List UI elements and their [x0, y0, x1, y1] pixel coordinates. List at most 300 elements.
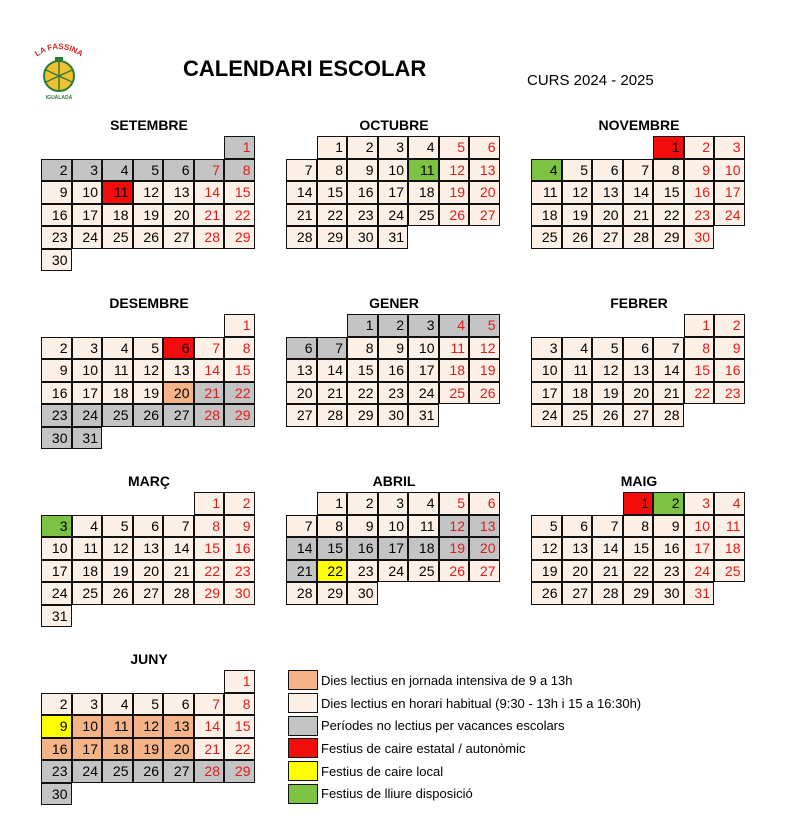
legend-swatch [288, 716, 318, 736]
day-cell: 19 [592, 382, 623, 405]
day-cell: 13 [469, 515, 500, 538]
day-cell: 24 [378, 560, 409, 583]
day-cell: 6 [163, 337, 194, 360]
day-cell: 7 [592, 515, 623, 538]
day-cell: 6 [163, 159, 194, 182]
day-cell: 8 [317, 159, 348, 182]
day-cell: 3 [714, 136, 745, 159]
day-cell: 30 [347, 582, 378, 605]
day-cell: 29 [653, 226, 684, 249]
legend-item [288, 692, 641, 715]
legend-swatch [288, 761, 318, 781]
day-cell: 13 [133, 537, 164, 560]
day-cell: 17 [72, 738, 103, 761]
day-cell: 3 [684, 492, 715, 515]
day-cell: 6 [623, 337, 654, 360]
day-cell: 1 [194, 492, 225, 515]
month-grid [531, 492, 747, 605]
day-cell: 19 [439, 537, 470, 560]
day-cell: 27 [623, 404, 654, 427]
day-cell: 20 [469, 537, 500, 560]
day-cell: 10 [684, 515, 715, 538]
day-cell: 29 [317, 226, 348, 249]
day-cell: 15 [194, 537, 225, 560]
day-cell: 5 [133, 693, 164, 716]
day-cell: 22 [684, 382, 715, 405]
legend-label: Festius de caire estatal / autonòmic [321, 740, 526, 756]
day-cell: 8 [623, 515, 654, 538]
day-cell: 23 [224, 560, 255, 583]
day-cell: 5 [592, 337, 623, 360]
day-cell: 24 [72, 404, 103, 427]
day-cell: 26 [592, 404, 623, 427]
day-cell: 10 [41, 537, 72, 560]
day-cell: 15 [224, 359, 255, 382]
day-cell: 19 [531, 560, 562, 583]
day-cell: 18 [102, 204, 133, 227]
day-cell: 12 [562, 181, 593, 204]
day-cell: 29 [224, 760, 255, 783]
day-cell: 8 [317, 515, 348, 538]
day-cell: 5 [531, 515, 562, 538]
month-name: ABRIL [372, 473, 416, 489]
day-cell: 1 [317, 492, 348, 515]
day-cell: 7 [194, 159, 225, 182]
day-cell: 24 [408, 382, 439, 405]
day-cell: 8 [224, 337, 255, 360]
day-cell: 13 [163, 715, 194, 738]
day-cell: 22 [317, 560, 348, 583]
day-cell: 1 [653, 136, 684, 159]
day-cell: 7 [286, 159, 317, 182]
day-cell: 11 [439, 337, 470, 360]
day-cell: 8 [653, 159, 684, 182]
day-cell: 4 [72, 515, 103, 538]
legend-swatch [288, 693, 318, 713]
day-cell: 29 [347, 404, 378, 427]
day-cell: 5 [439, 136, 470, 159]
day-cell: 20 [469, 181, 500, 204]
legend-swatch [288, 784, 318, 804]
day-cell: 14 [194, 359, 225, 382]
svg-text:LA FASSINA: LA FASSINA [33, 41, 85, 59]
day-cell: 4 [102, 693, 133, 716]
day-cell: 13 [623, 359, 654, 382]
day-cell: 21 [623, 204, 654, 227]
day-cell: 27 [286, 404, 317, 427]
day-cell: 14 [653, 359, 684, 382]
day-cell: 16 [347, 181, 378, 204]
day-cell: 21 [317, 382, 348, 405]
day-cell: 11 [714, 515, 745, 538]
day-cell: 2 [41, 159, 72, 182]
day-cell: 28 [623, 226, 654, 249]
month-grid [41, 314, 257, 449]
legend-swatch [288, 670, 318, 690]
day-cell: 14 [317, 359, 348, 382]
day-cell: 3 [72, 337, 103, 360]
day-cell: 7 [286, 515, 317, 538]
day-cell: 11 [102, 181, 133, 204]
day-cell: 5 [102, 515, 133, 538]
day-cell: 30 [684, 226, 715, 249]
day-cell: 22 [317, 204, 348, 227]
legend-label: Dies lectius en jornada intensiva de 9 a 13h [321, 672, 573, 688]
day-cell: 9 [714, 337, 745, 360]
day-cell: 13 [469, 159, 500, 182]
day-cell: 26 [133, 404, 164, 427]
day-cell: 22 [224, 204, 255, 227]
day-cell: 2 [41, 337, 72, 360]
la-fassina-logo [33, 40, 85, 102]
day-cell: 11 [408, 159, 439, 182]
day-cell: 5 [469, 314, 500, 337]
day-cell: 23 [653, 560, 684, 583]
day-cell: 8 [684, 337, 715, 360]
day-cell: 20 [163, 382, 194, 405]
legend-swatch [288, 738, 318, 758]
day-cell: 17 [714, 181, 745, 204]
day-cell: 3 [41, 515, 72, 538]
day-cell: 11 [102, 359, 133, 382]
page-title: CALENDARI ESCOLAR [183, 56, 427, 81]
day-cell: 8 [347, 337, 378, 360]
day-cell: 18 [562, 382, 593, 405]
day-cell: 10 [408, 337, 439, 360]
day-cell: 31 [408, 404, 439, 427]
day-cell: 6 [286, 337, 317, 360]
month-grid [286, 136, 502, 249]
day-cell: 14 [194, 715, 225, 738]
day-cell: 12 [133, 715, 164, 738]
day-cell: 18 [72, 560, 103, 583]
day-cell: 21 [163, 560, 194, 583]
day-cell: 20 [133, 560, 164, 583]
day-cell: 16 [714, 359, 745, 382]
day-cell: 16 [224, 537, 255, 560]
month-name: MAIG [620, 473, 658, 489]
month-name: MARÇ [128, 473, 170, 489]
day-cell: 26 [562, 226, 593, 249]
day-cell: 6 [163, 693, 194, 716]
month-grid [286, 314, 502, 427]
day-cell: 29 [224, 404, 255, 427]
day-cell: 4 [531, 159, 562, 182]
day-cell: 26 [439, 204, 470, 227]
day-cell: 28 [317, 404, 348, 427]
legend [288, 669, 641, 805]
day-cell: 4 [102, 159, 133, 182]
day-cell: 16 [41, 382, 72, 405]
day-cell: 11 [408, 515, 439, 538]
day-cell: 27 [562, 582, 593, 605]
day-cell: 28 [286, 226, 317, 249]
day-cell: 22 [623, 560, 654, 583]
day-cell: 17 [531, 382, 562, 405]
day-cell: 14 [592, 537, 623, 560]
day-cell: 9 [41, 181, 72, 204]
day-cell: 28 [194, 760, 225, 783]
month-name: SETEMBRE [110, 117, 188, 133]
day-cell: 9 [224, 515, 255, 538]
day-cell: 7 [623, 159, 654, 182]
day-cell: 18 [102, 738, 133, 761]
day-cell: 2 [347, 492, 378, 515]
day-cell: 24 [531, 404, 562, 427]
day-cell: 20 [623, 382, 654, 405]
day-cell: 6 [469, 492, 500, 515]
day-cell: 25 [408, 560, 439, 583]
day-cell: 15 [317, 181, 348, 204]
legend-item [288, 714, 641, 737]
day-cell: 23 [41, 404, 72, 427]
day-cell: 3 [531, 337, 562, 360]
day-cell: 29 [224, 226, 255, 249]
day-cell: 30 [41, 249, 72, 272]
day-cell: 2 [347, 136, 378, 159]
day-cell: 19 [469, 359, 500, 382]
day-cell: 16 [684, 181, 715, 204]
day-cell: 12 [102, 537, 133, 560]
day-cell: 29 [623, 582, 654, 605]
day-cell: 25 [102, 226, 133, 249]
day-cell: 27 [469, 560, 500, 583]
day-cell: 16 [653, 537, 684, 560]
day-cell: 7 [653, 337, 684, 360]
day-cell: 26 [439, 560, 470, 583]
day-cell: 12 [133, 181, 164, 204]
day-cell: 4 [439, 314, 470, 337]
legend-item [288, 760, 641, 783]
day-cell: 21 [286, 204, 317, 227]
day-cell: 25 [531, 226, 562, 249]
day-cell: 22 [224, 738, 255, 761]
day-cell: 25 [72, 582, 103, 605]
day-cell: 23 [714, 382, 745, 405]
day-cell: 12 [439, 159, 470, 182]
month-name: FEBRER [610, 295, 668, 311]
day-cell: 9 [378, 337, 409, 360]
day-cell: 19 [439, 181, 470, 204]
day-cell: 13 [163, 359, 194, 382]
day-cell: 9 [41, 715, 72, 738]
day-cell: 14 [286, 181, 317, 204]
month-block [41, 472, 257, 627]
day-cell: 27 [163, 760, 194, 783]
month-block [41, 650, 257, 805]
day-cell: 17 [684, 537, 715, 560]
day-cell: 2 [224, 492, 255, 515]
day-cell: 21 [592, 560, 623, 583]
day-cell: 31 [378, 226, 409, 249]
day-cell: 6 [469, 136, 500, 159]
month-grid [286, 492, 502, 605]
day-cell: 5 [133, 337, 164, 360]
day-cell: 7 [194, 693, 225, 716]
day-cell: 26 [133, 226, 164, 249]
day-cell: 12 [469, 337, 500, 360]
month-block [41, 116, 257, 271]
day-cell: 10 [72, 359, 103, 382]
day-cell: 9 [653, 515, 684, 538]
month-name: GENER [369, 295, 419, 311]
day-cell: 1 [224, 314, 255, 337]
day-cell: 18 [439, 359, 470, 382]
day-cell: 18 [531, 204, 562, 227]
day-cell: 20 [592, 204, 623, 227]
day-cell: 1 [224, 136, 255, 159]
month-block [531, 116, 747, 249]
month-block [531, 472, 747, 605]
day-cell: 30 [347, 226, 378, 249]
day-cell: 20 [562, 560, 593, 583]
day-cell: 24 [684, 560, 715, 583]
day-cell: 19 [133, 204, 164, 227]
day-cell: 21 [194, 204, 225, 227]
day-cell: 14 [286, 537, 317, 560]
day-cell: 1 [347, 314, 378, 337]
day-cell: 12 [531, 537, 562, 560]
day-cell: 26 [102, 582, 133, 605]
day-cell: 21 [194, 738, 225, 761]
day-cell: 23 [41, 226, 72, 249]
day-cell: 15 [623, 537, 654, 560]
day-cell: 23 [41, 760, 72, 783]
day-cell: 29 [194, 582, 225, 605]
legend-label: Festius de lliure disposició [321, 786, 473, 802]
month-block [286, 116, 502, 249]
day-cell: 13 [286, 359, 317, 382]
month-grid [41, 136, 257, 271]
day-cell: 11 [102, 715, 133, 738]
month-block [286, 472, 502, 605]
day-cell: 27 [133, 582, 164, 605]
day-cell: 14 [194, 181, 225, 204]
month-grid [41, 492, 257, 627]
day-cell: 9 [347, 159, 378, 182]
day-cell: 28 [592, 582, 623, 605]
month-block [41, 294, 257, 449]
day-cell: 1 [623, 492, 654, 515]
day-cell: 18 [714, 537, 745, 560]
day-cell: 31 [41, 605, 72, 628]
day-cell: 28 [286, 582, 317, 605]
day-cell: 3 [378, 492, 409, 515]
day-cell: 4 [102, 337, 133, 360]
day-cell: 28 [653, 404, 684, 427]
day-cell: 5 [562, 159, 593, 182]
day-cell: 2 [653, 492, 684, 515]
day-cell: 10 [72, 715, 103, 738]
svg-text:IGUALADA: IGUALADA [45, 95, 73, 101]
day-cell: 23 [347, 560, 378, 583]
day-cell: 19 [133, 382, 164, 405]
month-grid [41, 670, 257, 805]
day-cell: 8 [194, 515, 225, 538]
day-cell: 7 [163, 515, 194, 538]
day-cell: 18 [408, 537, 439, 560]
day-cell: 5 [133, 159, 164, 182]
day-cell: 16 [41, 204, 72, 227]
day-cell: 25 [439, 382, 470, 405]
day-cell: 4 [408, 136, 439, 159]
day-cell: 14 [623, 181, 654, 204]
day-cell: 12 [439, 515, 470, 538]
legend-item [288, 669, 641, 692]
month-name: NOVEMBRE [598, 117, 680, 133]
day-cell: 9 [347, 515, 378, 538]
day-cell: 27 [469, 204, 500, 227]
day-cell: 2 [378, 314, 409, 337]
day-cell: 25 [562, 404, 593, 427]
day-cell: 17 [72, 382, 103, 405]
month-block [286, 294, 502, 427]
day-cell: 10 [378, 515, 409, 538]
day-cell: 11 [562, 359, 593, 382]
day-cell: 22 [347, 382, 378, 405]
day-cell: 4 [562, 337, 593, 360]
day-cell: 13 [163, 181, 194, 204]
day-cell: 7 [194, 337, 225, 360]
day-cell: 25 [102, 760, 133, 783]
day-cell: 27 [163, 404, 194, 427]
day-cell: 15 [224, 715, 255, 738]
month-block [531, 294, 747, 427]
day-cell: 25 [408, 204, 439, 227]
day-cell: 10 [378, 159, 409, 182]
day-cell: 29 [317, 582, 348, 605]
day-cell: 30 [378, 404, 409, 427]
day-cell: 21 [286, 560, 317, 583]
day-cell: 1 [317, 136, 348, 159]
day-cell: 2 [41, 693, 72, 716]
day-cell: 14 [163, 537, 194, 560]
day-cell: 17 [72, 204, 103, 227]
day-cell: 17 [378, 181, 409, 204]
month-name: JUNY [130, 651, 168, 667]
day-cell: 22 [224, 382, 255, 405]
day-cell: 12 [133, 359, 164, 382]
day-cell: 17 [41, 560, 72, 583]
day-cell: 11 [72, 537, 103, 560]
day-cell: 24 [714, 204, 745, 227]
day-cell: 24 [41, 582, 72, 605]
day-cell: 11 [531, 181, 562, 204]
legend-label: Festius de caire local [321, 763, 444, 779]
day-cell: 12 [592, 359, 623, 382]
month-grid [531, 314, 747, 427]
day-cell: 6 [133, 515, 164, 538]
legend-label: Dies lectius en horari habitual (9:30 - 13h i 15 a 16:30h) [321, 695, 642, 711]
day-cell: 22 [194, 560, 225, 583]
day-cell: 4 [408, 492, 439, 515]
day-cell: 10 [714, 159, 745, 182]
day-cell: 17 [408, 359, 439, 382]
day-cell: 3 [72, 693, 103, 716]
day-cell: 28 [163, 582, 194, 605]
day-cell: 25 [102, 404, 133, 427]
day-cell: 23 [378, 382, 409, 405]
day-cell: 24 [72, 226, 103, 249]
day-cell: 20 [286, 382, 317, 405]
day-cell: 19 [562, 204, 593, 227]
day-cell: 22 [653, 204, 684, 227]
day-cell: 21 [194, 382, 225, 405]
day-cell: 3 [408, 314, 439, 337]
day-cell: 15 [224, 181, 255, 204]
day-cell: 16 [41, 738, 72, 761]
day-cell: 3 [72, 159, 103, 182]
